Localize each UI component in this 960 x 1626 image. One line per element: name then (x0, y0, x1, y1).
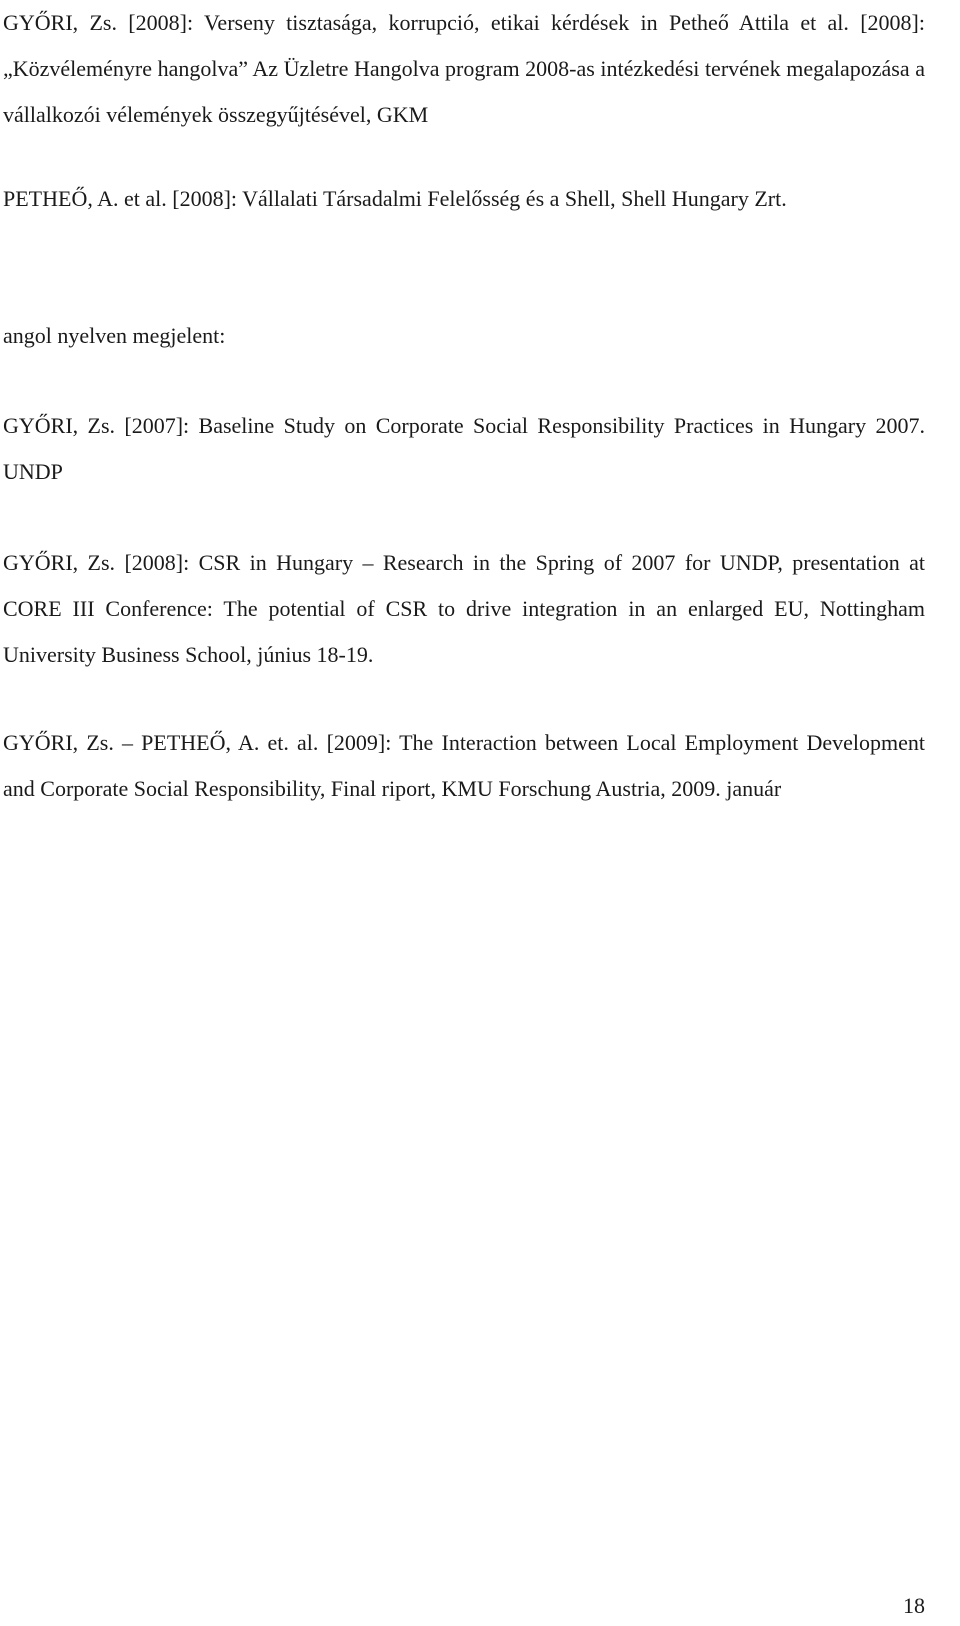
reference-entry: GYŐRI, Zs. [2008]: CSR in Hungary – Research in the Spring of 2007 for UNDP, presentation at CORE III Conference: The potential of CSR to drive integration in an enlarged EU, Nottingham University Business School, június 18-19. (3, 550, 925, 667)
page-number: 18 (903, 1593, 925, 1618)
reference-entry: GYŐRI, Zs. [2008]: Verseny tisztasága, korrupció, etikai kérdések in Petheő Attila et al. [2008]: „Közvéleményre hangolva” Az Üzletre Hangolva program 2008-as intézkedési tervének megalapozása a vállalkozói vélemények összegyűjtésével, GKM (3, 10, 925, 127)
reference-entry: PETHEŐ, A. et al. [2008]: Vállalati Társadalmi Felelősség és a Shell, Shell Hungary Zrt. (3, 186, 787, 211)
reference-entry: GYŐRI, Zs. – PETHEŐ, A. et. al. [2009]: The Interaction between Local Employment Development and Corporate Social Responsibility, Final riport, KMU Forschung Austria, 2009. január (3, 730, 925, 801)
section-heading: angol nyelven megjelent: (3, 323, 226, 348)
reference-entry: GYŐRI, Zs. [2007]: Baseline Study on Corporate Social Responsibility Practices in Hungary 2007. UNDP (3, 413, 925, 484)
